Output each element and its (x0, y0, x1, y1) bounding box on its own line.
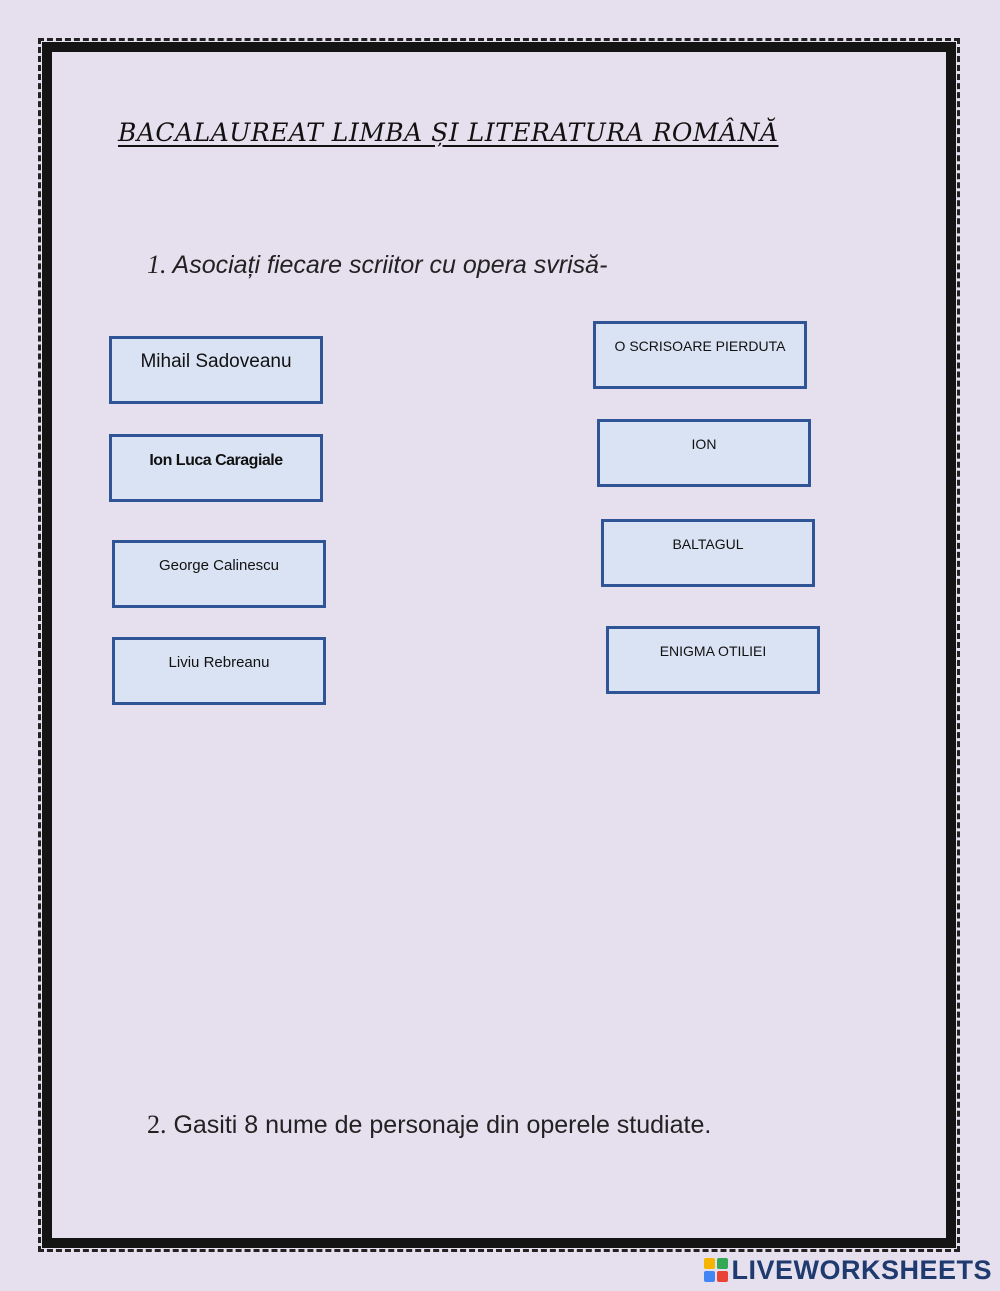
liveworksheets-logo-icon (704, 1258, 728, 1282)
question-2 (147, 1110, 711, 1140)
question-1 (147, 250, 607, 280)
writer-label: George Calinescu (158, 557, 280, 574)
writer-label: Mihail Sadoveanu (140, 351, 292, 372)
question-2-number: 2. (147, 1110, 167, 1139)
writer-label: Ion Luca Caragiale (149, 452, 283, 469)
work-box-o-scrisoare-pierduta[interactable] (593, 321, 807, 389)
writer-box-caragiale[interactable] (109, 434, 323, 502)
logo-mark-tile (704, 1271, 715, 1282)
question-1-text: Asociați fiecare scriitor cu opera svrisă- (172, 251, 608, 279)
logo-mark-tile (704, 1258, 715, 1269)
work-label: ION (691, 436, 717, 452)
liveworksheets-logo (704, 1253, 992, 1287)
work-label: BALTAGUL (672, 536, 744, 552)
work-label: ENIGMA OTILIEI (659, 643, 767, 659)
writer-box-calinescu[interactable] (112, 540, 326, 608)
worksheet-title: BACALAUREAT LIMBA ȘI LITERATURA ROMÂNĂ (118, 118, 779, 147)
writer-box-sadoveanu[interactable] (109, 336, 323, 404)
writer-label: Liviu Rebreanu (168, 654, 270, 671)
logo-mark-tile (717, 1271, 728, 1282)
question-2-text: Gasiti 8 nume de personaje din operele studiate. (173, 1111, 712, 1139)
question-1-number: 1. (147, 250, 167, 279)
work-box-ion[interactable] (597, 419, 811, 487)
liveworksheets-logo-text: LIVEWORKSHEETS (731, 1254, 992, 1285)
work-box-baltagul[interactable] (601, 519, 815, 587)
logo-mark-tile (717, 1258, 728, 1269)
work-box-enigma-otiliei[interactable] (606, 626, 820, 694)
writer-box-rebreanu[interactable] (112, 637, 326, 705)
work-label: O SCRISOARE PIERDUTA (614, 338, 786, 354)
